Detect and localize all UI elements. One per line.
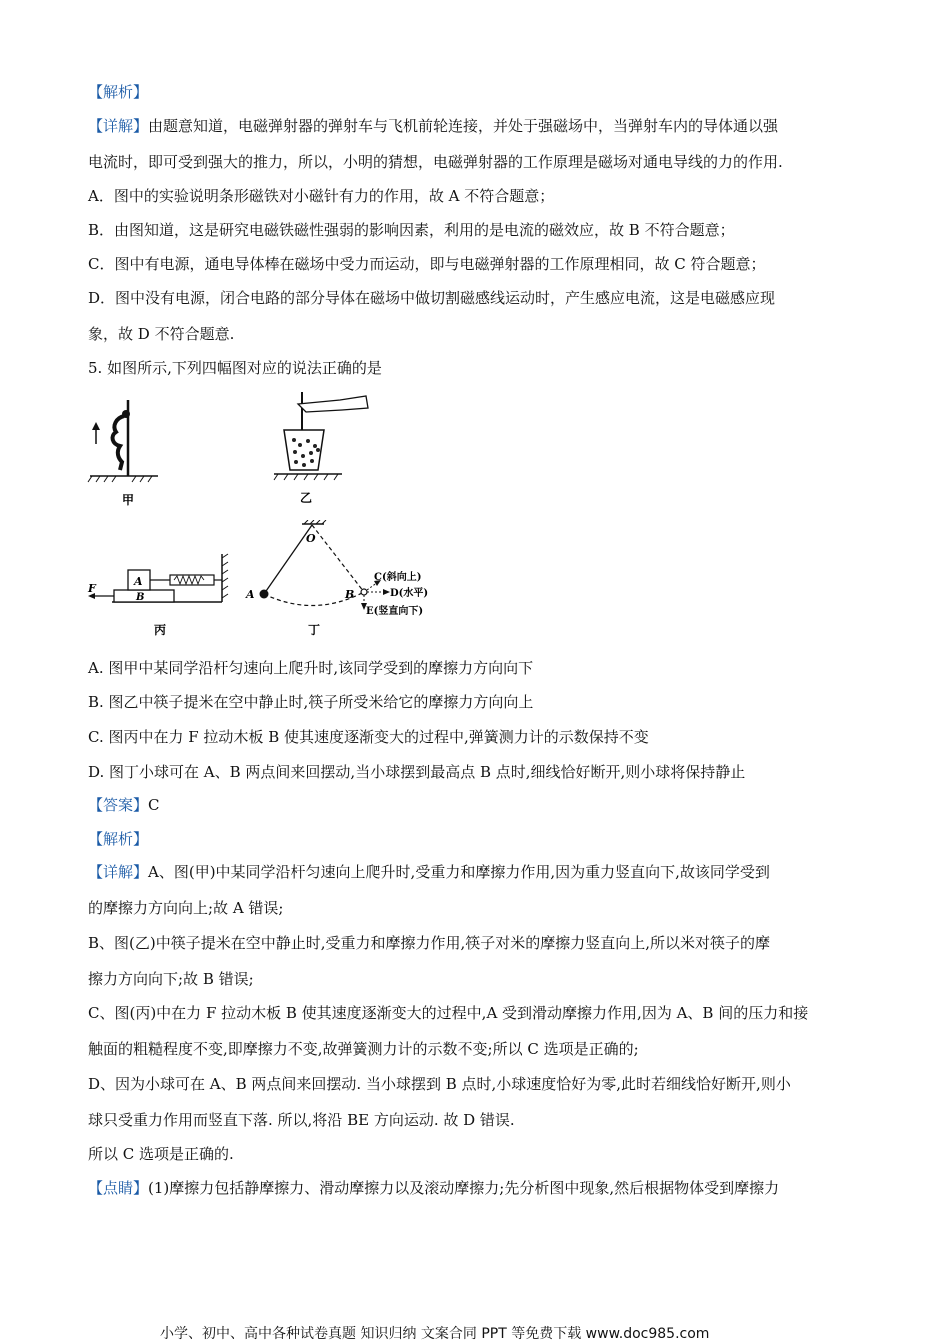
- board-b-label: B: [136, 592, 145, 603]
- point-a-label: A: [246, 588, 255, 601]
- option-a-explanation: A．图中的实验说明条形磁铁对小磁针有力的作用，故 A 不符合题意；: [88, 187, 555, 205]
- dianjing-text: (1)摩擦力包括静摩擦力、滑动摩擦力以及滚动摩擦力;先分析图中现象,然后根据物体受到摩擦力: [148, 1179, 780, 1197]
- detail-paragraph-1-line1: [88, 116, 778, 136]
- choice-a: A. 图甲中某同学沿杆匀速向上爬升时,该同学受到的摩擦力方向向下: [88, 659, 534, 677]
- detail-label-2: 【详解】: [88, 863, 149, 881]
- block-a-label: A: [134, 575, 143, 588]
- answer-label: 【答案】: [88, 796, 149, 814]
- detail-b-line2: 擦力方向向下;故 B 错误;: [88, 970, 254, 988]
- analysis-label-2: 【解析】: [88, 830, 149, 848]
- dianjing-line: [88, 1178, 779, 1198]
- option-c-explanation: C．图中有电源，通电导体棒在磁场中受力而运动，即与电磁弹射器的工作原理相同，故 C 符合题意；: [88, 255, 766, 273]
- figure-label-jia: 甲: [122, 493, 135, 507]
- figure-label-yi: 乙: [300, 491, 313, 505]
- detail-paragraph-1-line2: 电流时，即可受到强大的推力，所以，小明的猜想，电磁弹射器的工作原理是磁场对通电导线的力的作用.: [88, 153, 783, 171]
- direction-d-label: D(水平): [390, 588, 429, 599]
- direction-e-label: E(竖直向下): [366, 606, 424, 617]
- direction-c-label: C(斜向上): [374, 572, 422, 583]
- force-f-label: F: [88, 582, 96, 595]
- conclusion: 所以 C 选项是正确的.: [88, 1145, 234, 1163]
- detail-c-line1: C、图(丙)中在力 F 拉动木板 B 使其速度逐渐变大的过程中,A 受到滑动摩擦力作用,因为 A、B 间的压力和接: [88, 1004, 809, 1022]
- answer-value: C: [148, 796, 160, 814]
- analysis-label-1: 【解析】: [88, 83, 149, 101]
- question-5-stem: 5. 如图所示,下列四幅图对应的说法正确的是: [88, 359, 382, 377]
- figure-label-bing: 丙: [154, 623, 167, 637]
- detail-a-text: A、图(甲)中某同学沿杆匀速向上爬升时,受重力和摩擦力作用,因为重力竖直向下,故该同学受到: [148, 863, 770, 881]
- option-d-explanation-line2: 象，故 D 不符合题意.: [88, 325, 235, 343]
- detail-d-line2: 球只受重力作用而竖直下落. 所以,将沿 BE 方向运动. 故 D 错误.: [88, 1111, 515, 1129]
- figure-ding: [240, 520, 440, 650]
- option-b-explanation: B．由图知道，这是研究电磁铁磁性强弱的影响因素，利用的是电流的磁效应，故 B 不符合题意；: [88, 221, 735, 239]
- choice-b: B. 图乙中筷子提米在空中静止时,筷子所受米给它的摩擦力方向向上: [88, 693, 534, 711]
- figure-bing: [84, 550, 234, 650]
- figure-yi: [270, 390, 380, 510]
- figure-label-ding: 丁: [308, 623, 321, 637]
- dianjing-label: 【点睛】: [88, 1179, 149, 1197]
- answer-line: [88, 795, 160, 815]
- point-b-label: B: [345, 588, 355, 601]
- detail-label-1: 【详解】: [88, 117, 149, 135]
- option-d-explanation-line1: D．图中没有电源，闭合电路的部分导体在磁场中做切割磁感线运动时，产生感应电流，这是电磁感应现: [88, 289, 776, 307]
- detail-text-1: 由题意知道，电磁弹射器的弹射车与飞机前轮连接，并处于强磁场中，当弹射车内的导体通以强: [148, 117, 779, 135]
- choice-d: D. 图丁小球可在 A、B 两点间来回摆动,当小球摆到最高点 B 点时,细线恰好断开,则小球将保持静止: [88, 763, 746, 781]
- detail-a-line2: 的摩擦力方向向上;故 A 错误;: [88, 899, 284, 917]
- pivot-o-label: O: [306, 532, 316, 545]
- choice-c: C. 图丙中在力 F 拉动木板 B 使其速度逐渐变大的过程中,弹簧测力计的示数保持不变: [88, 728, 649, 746]
- detail-d-line1: D、因为小球可在 A、B 两点间来回摆动. 当小球摆到 B 点时,小球速度恰好为零,此时若细线恰好断开,则小: [88, 1075, 791, 1093]
- figure-jia: [86, 392, 166, 510]
- detail-c-line2: 触面的粗糙程度不变,即摩擦力不变,故弹簧测力计的示数不变;所以 C 选项是正确的;: [88, 1040, 639, 1058]
- detail-b-line1: B、图(乙)中筷子提米在空中静止时,受重力和摩擦力作用,筷子对米的摩擦力竖直向上,所以米对筷子的摩: [88, 934, 771, 952]
- detail-a-line1: [88, 862, 770, 882]
- footer-watermark: 小学、初中、高中各种试卷真题 知识归纳 文案合同 PPT 等免费下载 www.doc985.com: [160, 1326, 710, 1342]
